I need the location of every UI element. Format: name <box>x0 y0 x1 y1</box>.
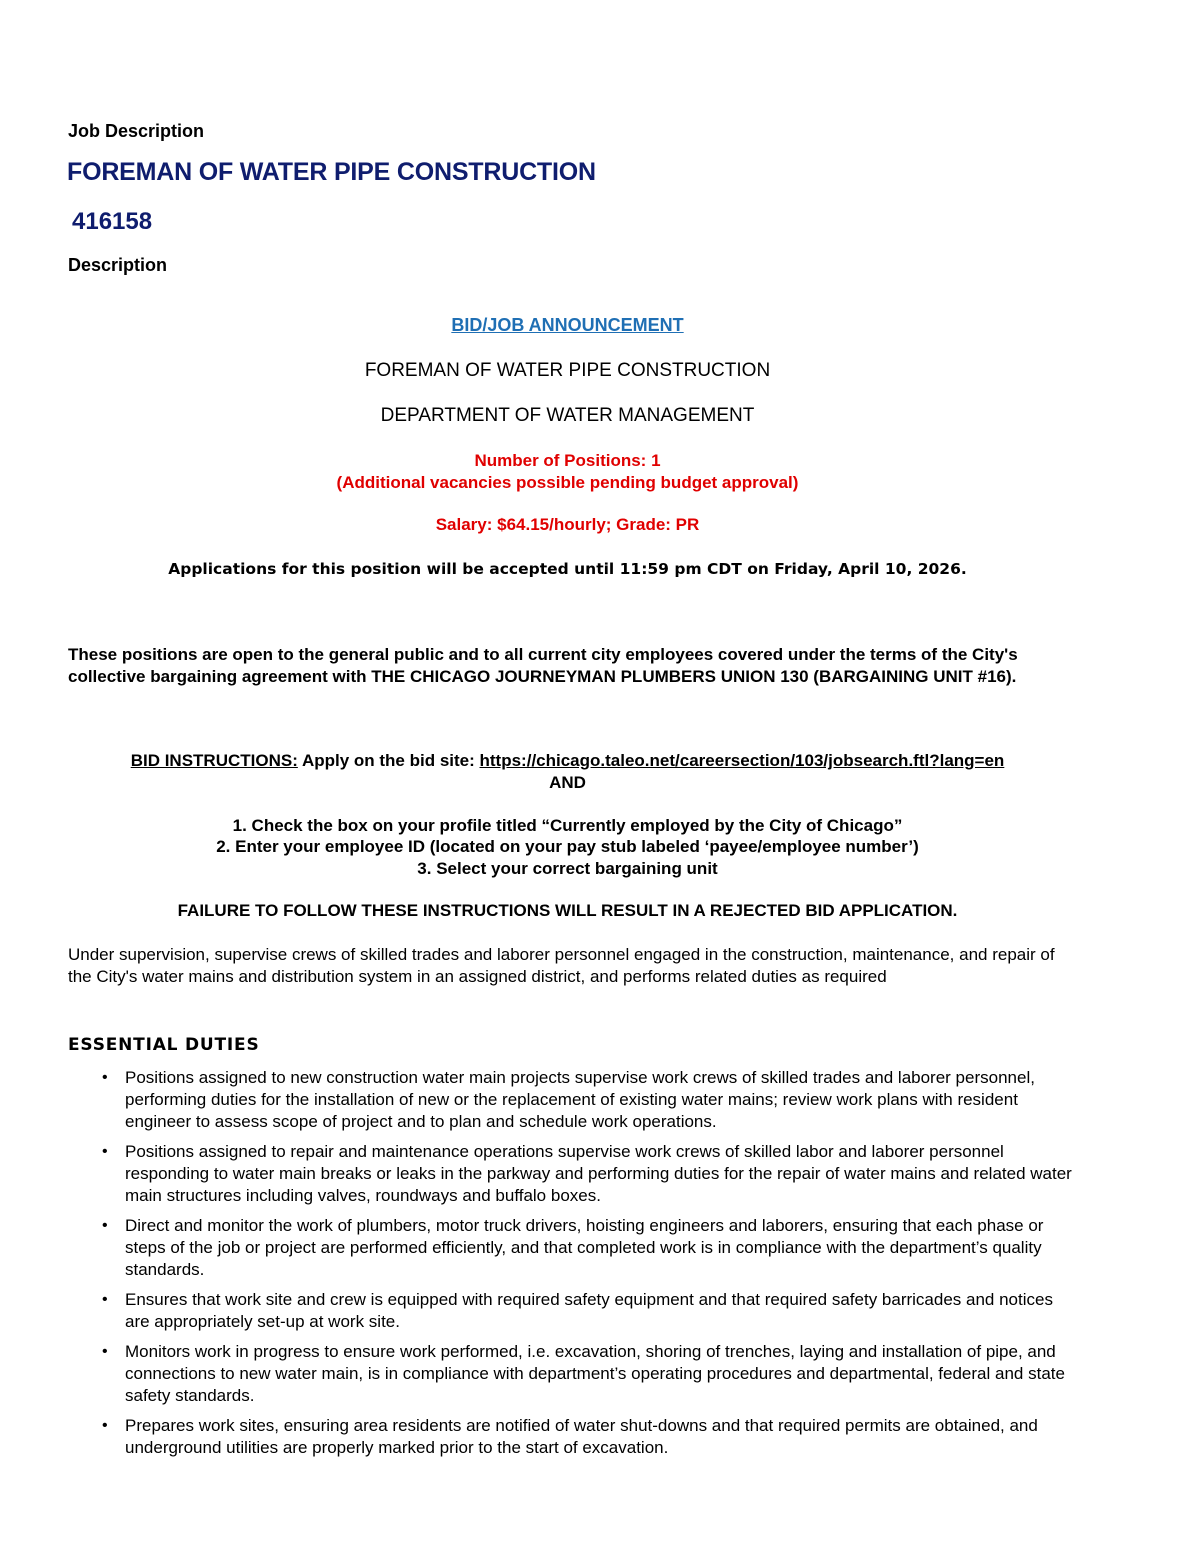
vacancies-note: (Additional vacancies possible pending budget approval) <box>336 473 799 492</box>
duty-text: Positions assigned to repair and maintenance operations supervise work crews of skilled labor and laborer personnel responding to water main breaks or leaks in the parkway and performing duties for the repair of water mains and related water main structures including valves, roundways and buffalo boxes. <box>125 1141 1072 1205</box>
list-item <box>68 1067 1078 1132</box>
duty-text: Direct and monitor the work of plumbers, motor truck drivers, hoisting engineers and laborers, ensuring that each phase or steps of the job or project are performed efficiently, and that completed work is in compliance with the department’s quality standards. <box>125 1215 1044 1279</box>
bid-step-2: 2. Enter your employee ID (located on your pay stub labeled ‘payee/employee number’) <box>216 837 919 856</box>
description-label: Description <box>68 255 168 275</box>
application-deadline: Applications for this position will be accepted until 11:59 pm CDT on Friday, April 10, 2026. <box>168 560 967 578</box>
bullet-icon: • <box>102 1417 108 1435</box>
duty-text: Prepares work sites, ensuring area residents are notified of water shut-downs and that required permits are obtained, and underground utilities are properly marked prior to the start of excavation. <box>125 1416 1038 1457</box>
department-name: DEPARTMENT OF WATER MANAGEMENT <box>380 405 755 426</box>
bullet-icon: • <box>102 1142 108 1160</box>
failure-warning: FAILURE TO FOLLOW THESE INSTRUCTIONS WILL RESULT IN A REJECTED BID APPLICATION. <box>177 901 958 920</box>
duty-text: Ensures that work site and crew is equipped with required safety equipment and that required safety barricades and notices are appropriately set-up at work site. <box>125 1289 1053 1331</box>
bid-instructions-label: BID INSTRUCTIONS: <box>130 751 298 770</box>
essential-duties-list <box>68 1067 1078 1467</box>
duty-text: Monitors work in progress to ensure work performed, i.e. excavation, shoring of trenches, laying and installation of pipe, and connections to new water main, is in compliance with department’s operating procedures and departmental, federal and state safety standards. <box>125 1342 1065 1405</box>
position-title: FOREMAN OF WATER PIPE CONSTRUCTION <box>364 360 771 381</box>
bullet-icon: • <box>102 1343 108 1361</box>
eligibility-paragraph: These positions are open to the general public and to all current city employees covered under the terms of the City's collective bargaining agreement with THE CHICAGO JOURNEYMAN PLUMBERS UNION 130 (BARGAINING UNIT #16). <box>68 645 1018 686</box>
bid-instructions <box>0 750 1135 772</box>
announcement-link[interactable]: BID/JOB ANNOUNCEMENT <box>451 315 684 335</box>
bullet-icon: • <box>102 1216 108 1234</box>
salary-info: Salary: $64.15/hourly; Grade: PR <box>435 515 700 534</box>
list-item <box>68 1141 1078 1206</box>
bid-step-1: 1. Check the box on your profile titled “Currently employed by the City of Chicago” <box>232 816 903 835</box>
list-item <box>68 1341 1078 1406</box>
bullet-icon: • <box>102 1069 108 1086</box>
job-description-label: Job Description <box>68 121 205 141</box>
bid-step-3: 3. Select your correct bargaining unit <box>417 859 718 878</box>
bid-instructions-text: Apply on the bid site: <box>297 751 480 770</box>
job-title: FOREMAN OF WATER PIPE CONSTRUCTION <box>67 158 596 186</box>
bid-and-label: AND <box>549 773 586 792</box>
list-item <box>68 1289 1078 1333</box>
bullet-icon: • <box>102 1290 108 1308</box>
list-item <box>68 1215 1078 1280</box>
summary-paragraph: Under supervision, supervise crews of skilled trades and laborer personnel engaged in the construction, maintenance, and repair of the City's water mains and distribution system in an assigned district, and performs related duties as required <box>68 945 1055 986</box>
announcement-link-wrapper <box>0 315 1135 336</box>
list-item <box>68 1415 1078 1459</box>
essential-duties-heading: ESSENTIAL DUTIES <box>68 1035 260 1055</box>
job-number: 416158 <box>72 208 153 235</box>
duty-text: Positions assigned to new construction water main projects supervise work crews of skilled trades and laborer personnel, performing duties for the installation of new or the replacement of existing water mains; review work plans with resident engineer to assess scope of project and to plan and schedule work operations. <box>125 1068 1035 1131</box>
bid-site-link[interactable]: https://chicago.taleo.net/careersection/103/jobsearch.ftl?lang=en <box>479 751 1005 770</box>
positions-count: Number of Positions: 1 <box>474 451 661 470</box>
